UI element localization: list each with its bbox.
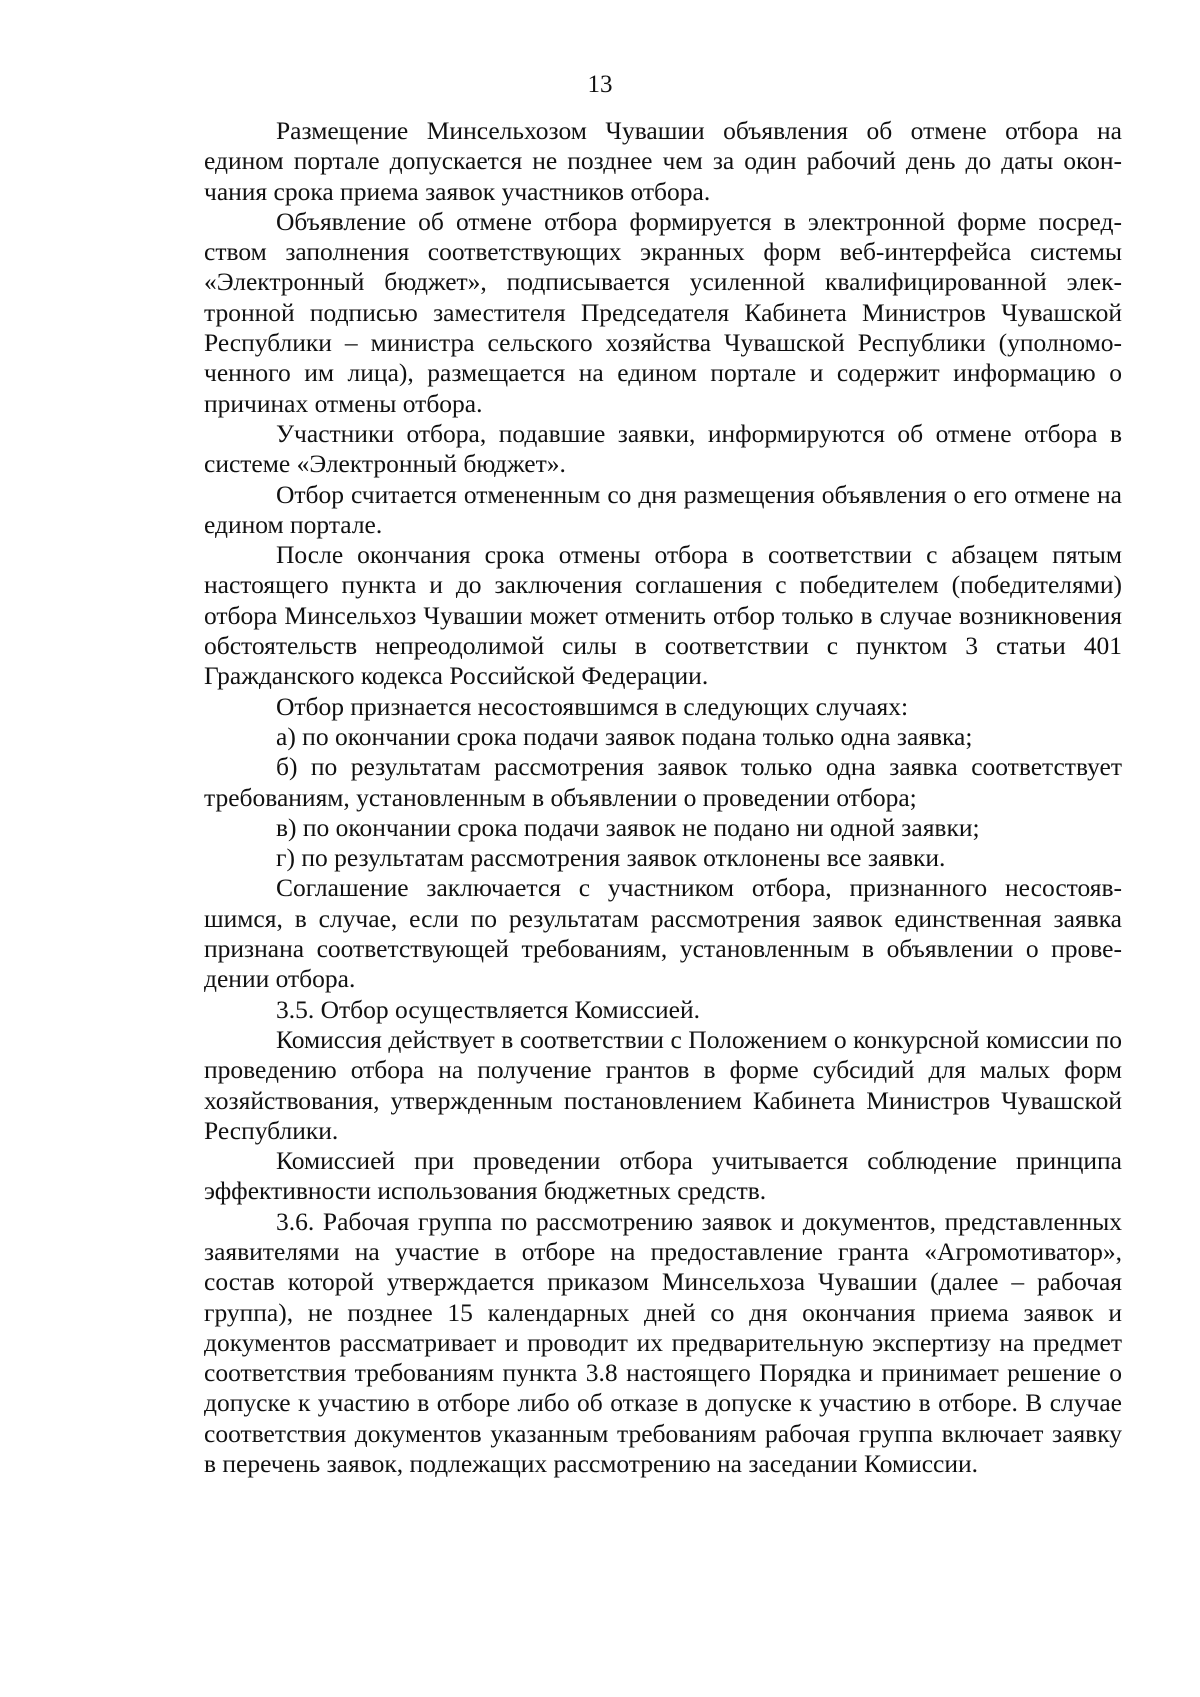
section-paragraph: 3.5. Отбор осуществляется Комиссией.: [276, 994, 700, 1024]
page-number: 13: [587, 71, 613, 98]
paragraph: Соглашение заключается с участником отбора, признанного несостоявшимся, в случае, если по результатам рассмотрения заявок единственная заявка признана соответствующей требованиям, установленным в объявлении о проведении отбора.: [204, 873, 1122, 994]
list-item: а) по окончании срока подачи заявок подана только одна заявка;: [276, 721, 973, 751]
paragraph: Комиссией при проведении отбора учитывается соблюдение принципа эффективности использования бюджетных средств.: [204, 1146, 1122, 1206]
list-item: г) по результатам рассмотрения заявок отклонены все заявки.: [276, 843, 946, 873]
paragraph: Размещение Минсельхозом Чувашии объявления об отмене отбора на едином портале допускается не позднее чем за один рабочий день до даты окончания срока приема заявок участников отбора.: [204, 116, 1122, 206]
list-item: в) по окончании срока подачи заявок не подано ни одной заявки;: [276, 812, 980, 842]
paragraph: Отбор признается несостоявшимся в следующих случаях:: [276, 691, 909, 721]
document-body: [204, 116, 1122, 1479]
list-item: б) по результатам рассмотрения заявок только одна заявка соответствует требованиям, установленным в объявлении о проведении отбора;: [204, 752, 1122, 812]
section-paragraph: 3.6. Рабочая группа по рассмотрению заявок и документов, представленных заявителями на участие в отборе на предоставление гранта «Агромотиватор», состав которой утверждается приказом Минсельхоза Чувашии (далее – рабочая группа), не позднее 15 календарных дней со дня окончания приема заявок и документов рассматривает и проводит их предварительную экспертизу на предмет соответствия требованиям пункта 3.8 настоящего Порядка и принимает решение о допуске к участию в отборе либо об отказе в допуске к участию в отборе. В случае соответствия документов указанным требованиям рабочая группа включает заявку в перечень заявок, подлежащих рассмотрению на заседании Комиссии.: [204, 1206, 1122, 1479]
paragraph: Отбор считается отмененным со дня размещения объявления о его отмене на едином портале.: [204, 479, 1122, 539]
paragraph: Объявление об отмене отбора формируется в электронной форме посредством заполнения соответствующих экранных форм веб-интерфейса системы «Электронный бюджет», подписывается усиленной квалифицированной электронной подписью заместителя Председателя Кабинета Министров Чувашской Республики – министра сельского хозяйства Чувашской Республики (уполномоченного им лица), размещается на едином портале и содержит информацию о причинах отмены отбора.: [204, 206, 1122, 418]
paragraph: Комиссия действует в соответствии с Положением о конкурсной комиссии по проведению отбора на получение грантов в форме субсидий для малых форм хозяйствования, утвержденным постановлением Кабинета Министров Чувашской Республики.: [204, 1024, 1122, 1145]
paragraph: Участники отбора, подавшие заявки, информируются об отмене отбора в системе «Электронный бюджет».: [204, 418, 1122, 479]
paragraph: После окончания срока отмены отбора в соответствии с абзацем пятым настоящего пункта и до заключения соглашения с победителем (победителями) отбора Минсельхоз Чувашии может отменить отбор только в случае возникновения обстоятельств непреодолимой силы в соответствии с пунктом 3 статьи 401 Гражданского кодекса Российской Федерации.: [204, 540, 1122, 691]
